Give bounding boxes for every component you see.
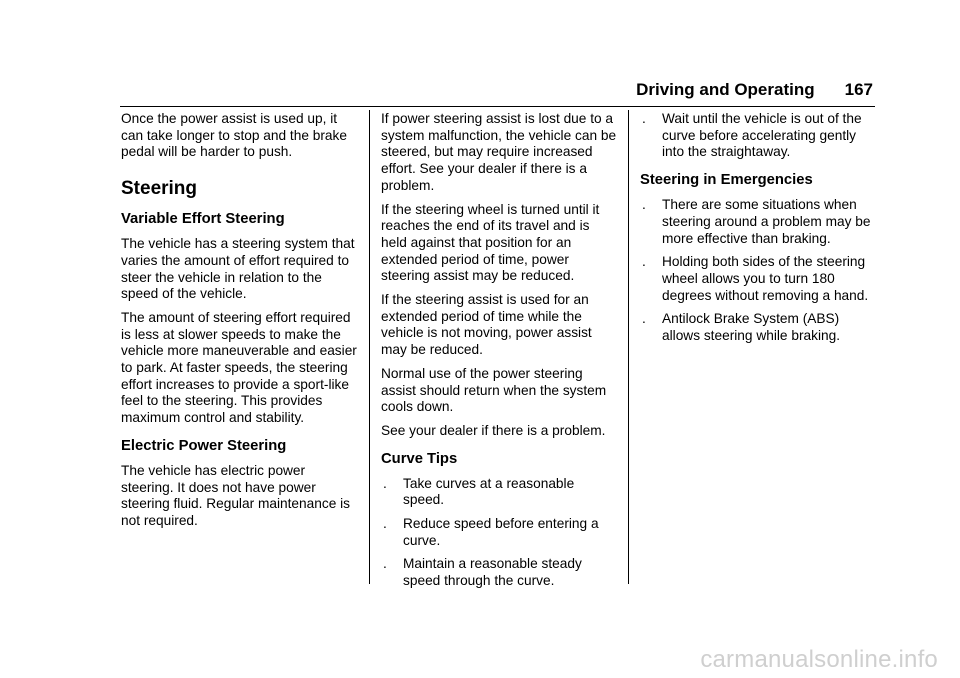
see-dealer-paragraph: See your dealer if there is a problem.	[381, 422, 606, 438]
assist-lost-paragraph: If power steering assist is lost due to a system malfunction, the vehicle can be steered, but may require increased effort. See your dealer if there is a problem.	[381, 111, 617, 193]
curve-tips-heading: Curve Tips	[381, 450, 458, 467]
column-3	[640, 111, 880, 352]
list-item	[381, 556, 617, 589]
list-item	[640, 111, 880, 161]
bullet-marker: .	[383, 475, 387, 491]
list-item-text: Holding both sides of the steering wheel allows you to turn 180 degrees without removing a hand.	[662, 254, 869, 303]
variable-effort-heading: Variable Effort Steering	[121, 211, 285, 228]
bullet-marker: .	[642, 254, 646, 270]
variable-effort-paragraph-1: The vehicle has a steering system that varies the amount of effort required to steer the vehicle in relation to the speed of the vehicle.	[121, 236, 355, 302]
bullet-marker: .	[642, 311, 646, 327]
variable-effort-paragraph-2: The amount of steering effort required is less at slower speeds to make the vehicle more maneuverable and easier to park. At faster speeds, the steering effort increases to provide a sport-like feel to the steering. This provides maximum control and stability.	[121, 309, 357, 426]
bullet-marker: .	[383, 556, 387, 572]
column-divider-1	[369, 110, 370, 584]
electric-power-steering-heading: Electric Power Steering	[121, 437, 287, 454]
electric-power-steering-paragraph: The vehicle has electric power steering. It does not have power steering fluid. Regular maintenance is not required.	[121, 462, 351, 528]
list-item	[381, 476, 617, 509]
bullet-marker: .	[642, 111, 646, 126]
list-item-text: There are some situations when steering around a problem may be more effective than braking.	[662, 197, 871, 246]
list-item-text: Wait until the vehicle is out of the curve before accelerating gently into the straightaway.	[662, 111, 862, 160]
wheel-held-paragraph: If the steering wheel is turned until it reaches the end of its travel and is held against that position for an extended period of time, power steering assist may be reduced.	[381, 201, 600, 284]
steering-heading: Steering	[121, 178, 198, 200]
column-1	[121, 111, 359, 537]
column-divider-2	[628, 110, 629, 584]
curve-tips-list	[381, 476, 617, 590]
intro-paragraph: Once the power assist is used up, it can take longer to stop and the brake pedal will be harder to push.	[121, 111, 347, 160]
list-item	[640, 197, 880, 247]
normal-use-paragraph: Normal use of the power steering assist should return when the system cools down.	[381, 365, 607, 415]
column-2	[381, 111, 617, 597]
header-rule	[120, 106, 875, 107]
emergencies-list	[640, 197, 880, 345]
steering-in-emergencies-heading: Steering in Emergencies	[640, 172, 813, 189]
page-header	[0, 80, 873, 100]
watermark: carmanualsonline.info	[700, 646, 938, 673]
page-number: 167	[844, 80, 873, 99]
list-item-text: Maintain a reasonable steady speed through the curve.	[403, 556, 582, 589]
list-item	[381, 516, 617, 549]
list-item	[640, 311, 880, 344]
list-item-text: Antilock Brake System (ABS) allows steering while braking.	[662, 311, 841, 344]
list-item	[640, 254, 880, 304]
bullet-marker: .	[383, 516, 387, 532]
list-item-text: Reduce speed before entering a curve.	[403, 516, 599, 548]
curve-tips-list-continued	[640, 111, 880, 161]
section-title: Driving and Operating	[636, 80, 815, 99]
bullet-marker: .	[642, 197, 646, 213]
extended-use-paragraph: If the steering assist is used for an extended period of time while the vehicle is not moving, power assist may be reduced.	[381, 292, 592, 358]
list-item-text: Take curves at a reasonable speed.	[403, 475, 575, 508]
